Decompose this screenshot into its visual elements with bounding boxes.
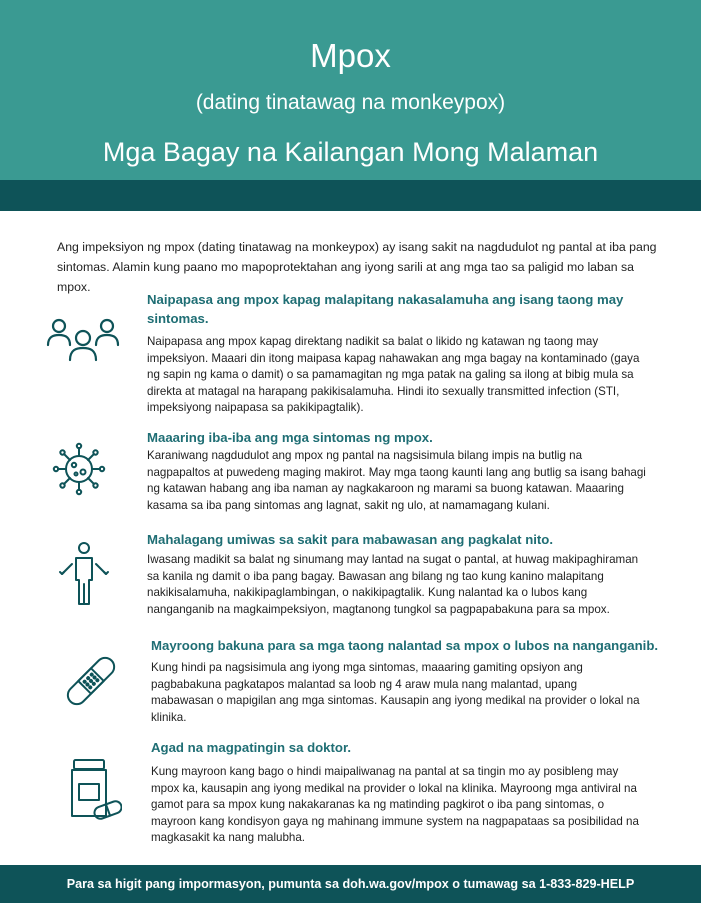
section-heading: Mahalagang umiwas sa sakit para mabawasan ang pagkalat nito. (147, 532, 554, 547)
people-group-icon (45, 318, 121, 362)
header-banner (0, 0, 701, 180)
section-body: Iwasang madikit sa balat ng sinumang may lantad na sugat o pantal, at huwag makipaghiraman sa kanila ng damit o iba pang bagay. Bawasan ang bilang ng tao kung kanino malapitang nakikisalamuha, nakikipaglambingan, o nakikipagtalik. Kung nalantad ka o lubos kang nanganganib na magkaimpeksiyon, magtanong tungkol sa pagpapabakuna para sa mpox. (147, 553, 639, 616)
medicine-bottle-icon (64, 756, 122, 822)
section-heading: Naipapasa ang mpox kapag malapitang nakasalamuha ang isang taong may sintomas. (147, 292, 624, 326)
section-body: Naipapasa ang mpox kapag direktang nadikit sa balat o likido ng katawan ng taong may impeksiyon. Maaari din itong maipasa kapag nahawakan ang mga bagay na kontaminado (gaya ng sapin ng kama o damit) o sa pamamagitan ng mga patak na galing sa ilong at bibig mula sa direkta at matagal na harapang pakikisalamuha. Hindi ito sexually transmitted infection (STI, impeksiyong naipapasa sa pakikipagtalik). (147, 335, 640, 414)
page-subtitle: (dating tinatawag na monkeypox) (195, 91, 506, 114)
page-title: Mpox (310, 37, 391, 74)
section-heading: Agad na magpatingin sa doktor. (151, 740, 352, 755)
section-body: Karaniwang nagdudulot ang mpox ng pantal na nagsisimula bilang impis na butlig na nagpapaltos at puwedeng maging makirot. May mga taong kaunti lang ang butlig sa isang bahagi ng katawan habang ang iba naman ay nagkakaroon ng marami sa buong katawan. Maaaring kasama sa iba pang sintomas ang lagnat, sakit ng ulo, at namamagang kulani. (147, 449, 646, 512)
person-distance-icon (56, 540, 112, 606)
header-band (0, 180, 701, 211)
section-heading: Mayroong bakuna para sa mga taong nalantad sa mpox o lubos na nanganganib. (151, 638, 659, 653)
intro-paragraph: Ang impeksiyon ng mpox (dating tinatawag na monkeypox) ay isang sakit na nagdudulot ng pantal at iba pang sintomas. Alamin kung paano mo mapoprotektahan ang iyong sarili at ang mga tao sa paligid mo laban sa mpox. (57, 240, 657, 295)
virus-icon (52, 442, 106, 496)
bandage-icon (60, 650, 122, 712)
section-heading: Maaaring iba-iba ang mga sintomas ng mpox. (147, 430, 433, 445)
section-body: Kung hindi pa nagsisimula ang iyong mga sintomas, maaaring gamiting opsiyon ang pagbabakuna pagkatapos malantad sa loob ng 4 araw mula nang malantad, upang mabawasan o mapigilan ang mga sintomas. Kausapin ang iyong medikal na provider o lokal na klinika. (151, 661, 640, 724)
section-body: Kung mayroon kang bago o hindi maipaliwanag na pantal at sa tingin mo ay posibleng may mpox ka, kausapin ang iyong medikal na provider o lokal na klinika. Mayroong mga antiviral na gamot para sa mpox kung nakakaranas ka ng matinding pagkirot o iba pang sintomas, o mayroon kang kondisyon gaya ng mahinang immune system na nagpapataas sa posibilidad na magkasakit ka nang malubha. (151, 765, 639, 844)
page-heading: Mga Bagay na Kailangan Mong Malaman (102, 137, 599, 167)
footer-contact: Para sa higit pang impormasyon, pumunta sa doh.wa.gov/mpox o tumawag sa 1-833-829-HELP (0, 865, 701, 903)
